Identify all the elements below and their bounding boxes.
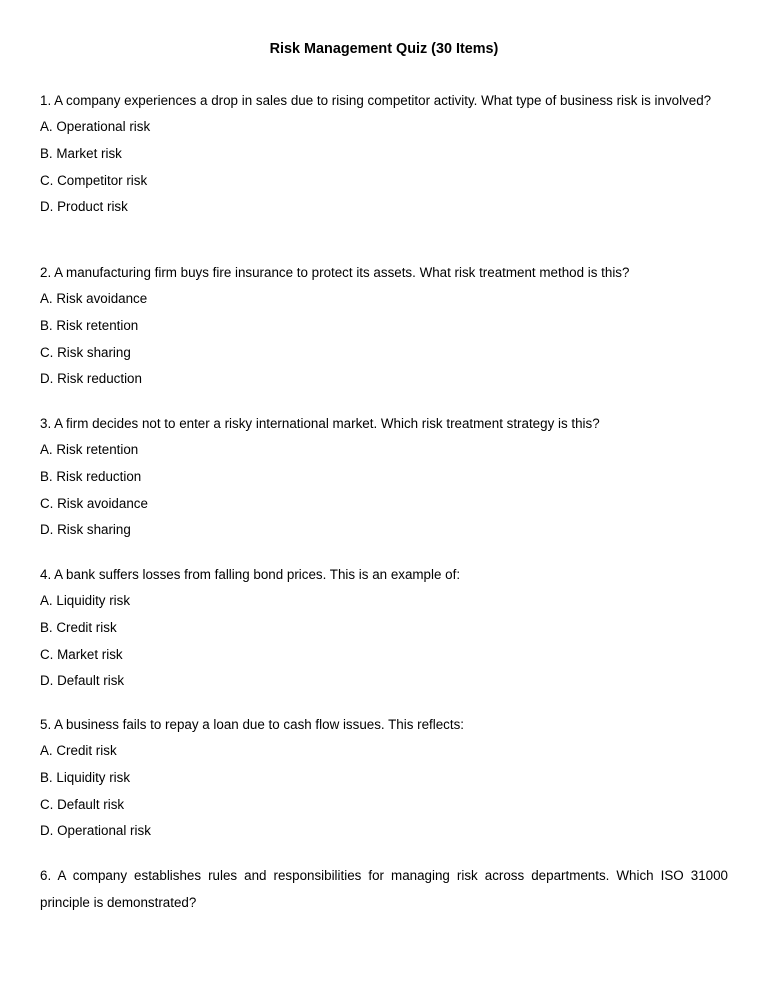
answer-option: A. Risk retention <box>40 442 139 457</box>
question-stem: 4. A bank suffers losses from falling bond prices. This is an example of: <box>40 567 461 582</box>
answer-option: B. Market risk <box>40 145 122 161</box>
answer-option: A. Risk avoidance <box>40 291 148 306</box>
question-2 <box>40 259 728 393</box>
question-6 <box>40 862 728 916</box>
answer-option: C. Market risk <box>40 646 123 662</box>
question-3 <box>40 410 728 544</box>
answer-option: D. Product risk <box>40 199 128 215</box>
question-stem: 3. A firm decides not to enter a risky international market. Which risk treatment strategy is this? <box>40 416 600 431</box>
question-1 <box>40 87 728 221</box>
question-stem: 6. A company establishes rules and responsibilities for managing risk across departments. Which ISO 31000 principle is demonstrated? <box>40 868 728 910</box>
answer-option: A. Credit risk <box>40 743 117 758</box>
answer-option: C. Competitor risk <box>40 172 148 188</box>
answer-option: B. Credit risk <box>40 619 117 635</box>
question-stem: 5. A business fails to repay a loan due to cash flow issues. This reflects: <box>40 717 465 732</box>
answer-option: A. Liquidity risk <box>40 593 131 608</box>
question-4 <box>40 561 728 695</box>
answer-option: D. Risk sharing <box>40 522 131 538</box>
answer-option: B. Liquidity risk <box>40 769 131 785</box>
page-title: Risk Management Quiz (30 Items) <box>269 41 499 57</box>
question-5 <box>40 711 728 845</box>
answer-option: A. Operational risk <box>40 119 151 134</box>
answer-option: C. Risk sharing <box>40 344 131 360</box>
answer-option: B. Risk retention <box>40 317 139 333</box>
question-stem: 1. A company experiences a drop in sales due to rising competitor activity. What type of business risk is involved? <box>40 93 712 108</box>
question-stem: 2. A manufacturing firm buys fire insurance to protect its assets. What risk treatment method is this? <box>40 265 630 280</box>
answer-option: C. Risk avoidance <box>40 495 148 511</box>
answer-option: D. Risk reduction <box>40 371 142 387</box>
answer-option: D. Default risk <box>40 673 125 689</box>
answer-option: C. Default risk <box>40 796 125 812</box>
answer-option: D. Operational risk <box>40 823 151 839</box>
answer-option: B. Risk reduction <box>40 468 142 484</box>
